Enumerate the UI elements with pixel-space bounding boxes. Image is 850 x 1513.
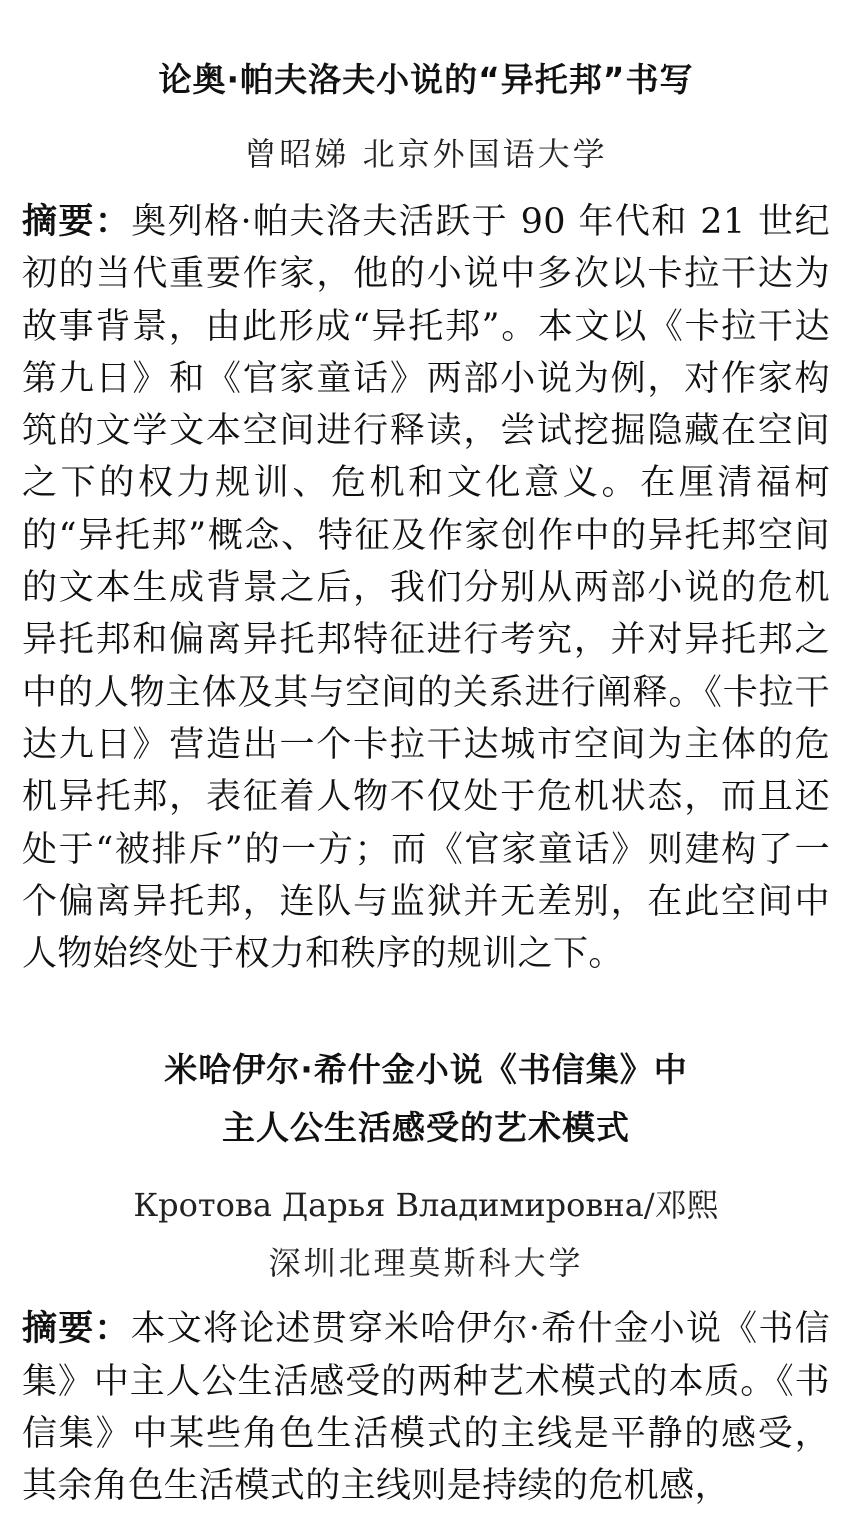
article1-abstract-text: 奥列格·帕夫洛夫活跃于 90 年代和 21 世纪初的当代重要作家，他的小说中多次以卡拉干达为故事背景，由此形成“异托邦”。本文以《卡拉干达第九日》和《官家童话》两部小说为例，对作家构筑的文学文本空间进行释读，尝试挖掘隐藏在空间之下的权力规训、危机和文化意义。在厘清福柯的“异托邦”概念、特征及作家创作中的异托邦空间的文本生成背景之后，我们分别从两部小说的危机异托邦和偏离异托邦特征进行考究，并对异托邦之中的人物主体及其与空间的关系进行阐释。《卡拉干达九日》营造出一个卡拉干达城市空间为主体的危机异托邦，表征着人物不仅处于危机状态，而且还处于“被排斥”的一方；而《官家童话》则建构了一个偏离异托邦，连队与监狱并无差别，在此空间中人物始终处于权力和秩序的规训之下。 xyxy=(22,202,831,975)
article2-author: Кротова Дарья Владимировна/邓熙 xyxy=(133,1186,719,1225)
document-page xyxy=(22,0,830,1513)
article2-title-line1: 米哈伊尔·希什金小说《书信集》中 xyxy=(164,1050,688,1090)
article1-abstract xyxy=(22,196,830,980)
article1-abstract-label: 摘要： xyxy=(22,202,132,242)
article1-author: 曾昭娣 北京外国语大学 xyxy=(244,135,608,173)
article2-affiliation: 深圳北理莫斯科大学 xyxy=(268,1244,584,1283)
article2-abstract-text: 本文将论述贯穿米哈伊尔·希什金小说《书信集》中主人公生活感受的两种艺术模式的本质。《书信集》中某些角色生活模式的主线是平静的感受，其余角色生活模式的主线则是持续的危机感， xyxy=(22,1309,830,1507)
article1-title: 论奥·帕夫洛夫小说的“异托邦”书写 xyxy=(158,60,694,99)
article2-abstract-label: 摘要： xyxy=(22,1309,131,1350)
article2-abstract xyxy=(22,1303,830,1512)
article2-title-line2: 主人公生活感受的艺术模式 xyxy=(222,1108,630,1148)
